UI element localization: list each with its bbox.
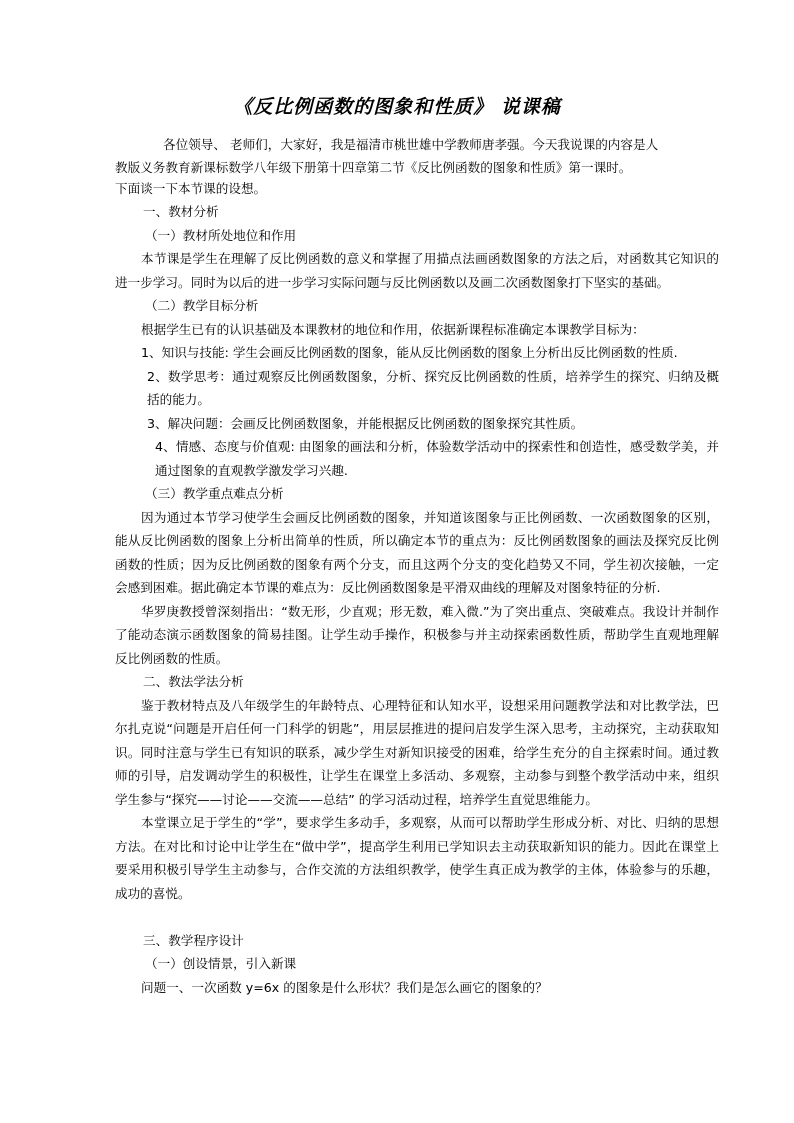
objective-3: 3、解决问题：会画反比例函数图象，并能根据反比例函数的图象探究其性质。 [147, 415, 584, 431]
section-1-sub-1-body: 本节课是学生在理解了反比例函数的意义和掌握了用描点法画函数图象的方法之后，对函数其它知识的进一步学习。同时为以后的进一步学习实际问题与反比例函数以及画二次函数图象打下坚实的基础。 [115, 251, 719, 290]
document-title: 《反比例函数的图象和性质》 说课稿 [233, 96, 561, 118]
objective-1: 1、知识与技能: 学生会画反比例函数的图象，能从反比例函数的图象上分析出反比例函数的性质. [141, 345, 678, 360]
section-1-sub-3-heading: （三）教学重点难点分析 [145, 486, 284, 501]
intro-line-3: 下面谈一下本节课的设想。 [115, 181, 267, 196]
section-1-sub-3-body-1: 因为通过本节学习使学生会画反比例函数的图象，并知道该图象与正比例函数、一次函数图象的区别，能从反比例函数的图象上分析出简单的性质，所以确定本节的重点为：反比例函数图象的画法及探究反比例函数的性质；因为反比例函数的图象有两个分支，而且这两个分支的变化趋势又不同，学生初次接触，一定会感到困难。据此确定本节课的难点为：反比例函数图象是平滑双曲线的理解及对图象特征的分析. [115, 509, 719, 595]
intro-line-1: 各位领导、 老师们，大家好，我是福清市桃世雄中学教师唐孝强。今天我说课的内容是人 [163, 137, 659, 152]
section-2-heading: 二、教法学法分析 [143, 674, 244, 689]
section-2-body-2: 本堂课立足于学生的“学”，要求学生多动手，多观察，从而可以帮助学生形成分析、对比、归纳的思想方法。在对比和讨论中让学生在“做中学”，提高学生利用已学知识去主动获取新知识的能力。因此在课堂上要采用积极引导学生主动参与，合作交流的方法组织教学，使学生真正成为教学的主体，体验参与的乐趣，成功的喜悦。 [115, 815, 719, 901]
section-3-sub-1-heading: （一）创设情景，引入新课 [145, 956, 297, 971]
section-3-heading: 三、教学程序设计 [143, 932, 244, 948]
intro-line-2: 教版义务教育新课标数学八年级下册第十四章第二节《反比例函数的图象和性质》第一课时。 [115, 160, 632, 175]
section-1-sub-3-body-2: 华罗庚教授曾深刻指出：“数无形，少直观；形无数，难入微.”为了突出重点、突破难点。我设计并制作了能动态演示函数图象的简易挂图。让学生动手操作，积极参与并主动探索函数性质，帮助学生直观地理解反比例函数的性质。 [115, 603, 719, 666]
paragraph-gap [115, 905, 719, 929]
section-1-sub-2-body: 根据学生已有的认识基础及本课教材的地位和作用，依据新课程标准确定本课教学目标为： [141, 321, 645, 337]
section-2-body-1: 鉴于教材特点及八年级学生的年龄特点、心理特征和认知水平，设想采用问题教学法和对比教学法，巴尔扎克说“问题是开启任何一门科学的钥匙”，用层层推进的提问启发学生深入思考，主动探究，主动获取知识。同时注意与学生已有知识的联系，减少学生对新知识接受的困难，给学生充分的自主探索时间。通过教师的引导，启发调动学生的积极性，让学生在课堂上多活动、多观察，主动参与到整个教学活动中来，组织学生参与“探究——讨论——交流——总结” 的学习活动过程，培养学生直觉思维能力。 [115, 697, 719, 807]
section-1-sub-2-heading: （二）教学目标分析 [145, 298, 259, 313]
objective-2: 2、数学思考：通过观察反比例函数图象，分析、探究反比例函数的性质，培养学生的探究、归纳及概括的能力。 [147, 368, 719, 407]
objective-4: 4、情感、态度与价值观: 由图象的画法和分析，体验数学活动中的探索性和创造性，感受数学美，并通过图象的直观教学激发学习兴趣. [155, 439, 719, 478]
document-body [115, 200, 719, 999]
section-1-sub-1-heading: （一）教材所处地位和作用 [145, 227, 297, 243]
section-3-question-1: 问题一、一次函数 y=6x 的图象是什么形状？我们是怎么画它的图象的？ [141, 979, 548, 995]
section-1-heading: 一、教材分析 [143, 204, 219, 219]
